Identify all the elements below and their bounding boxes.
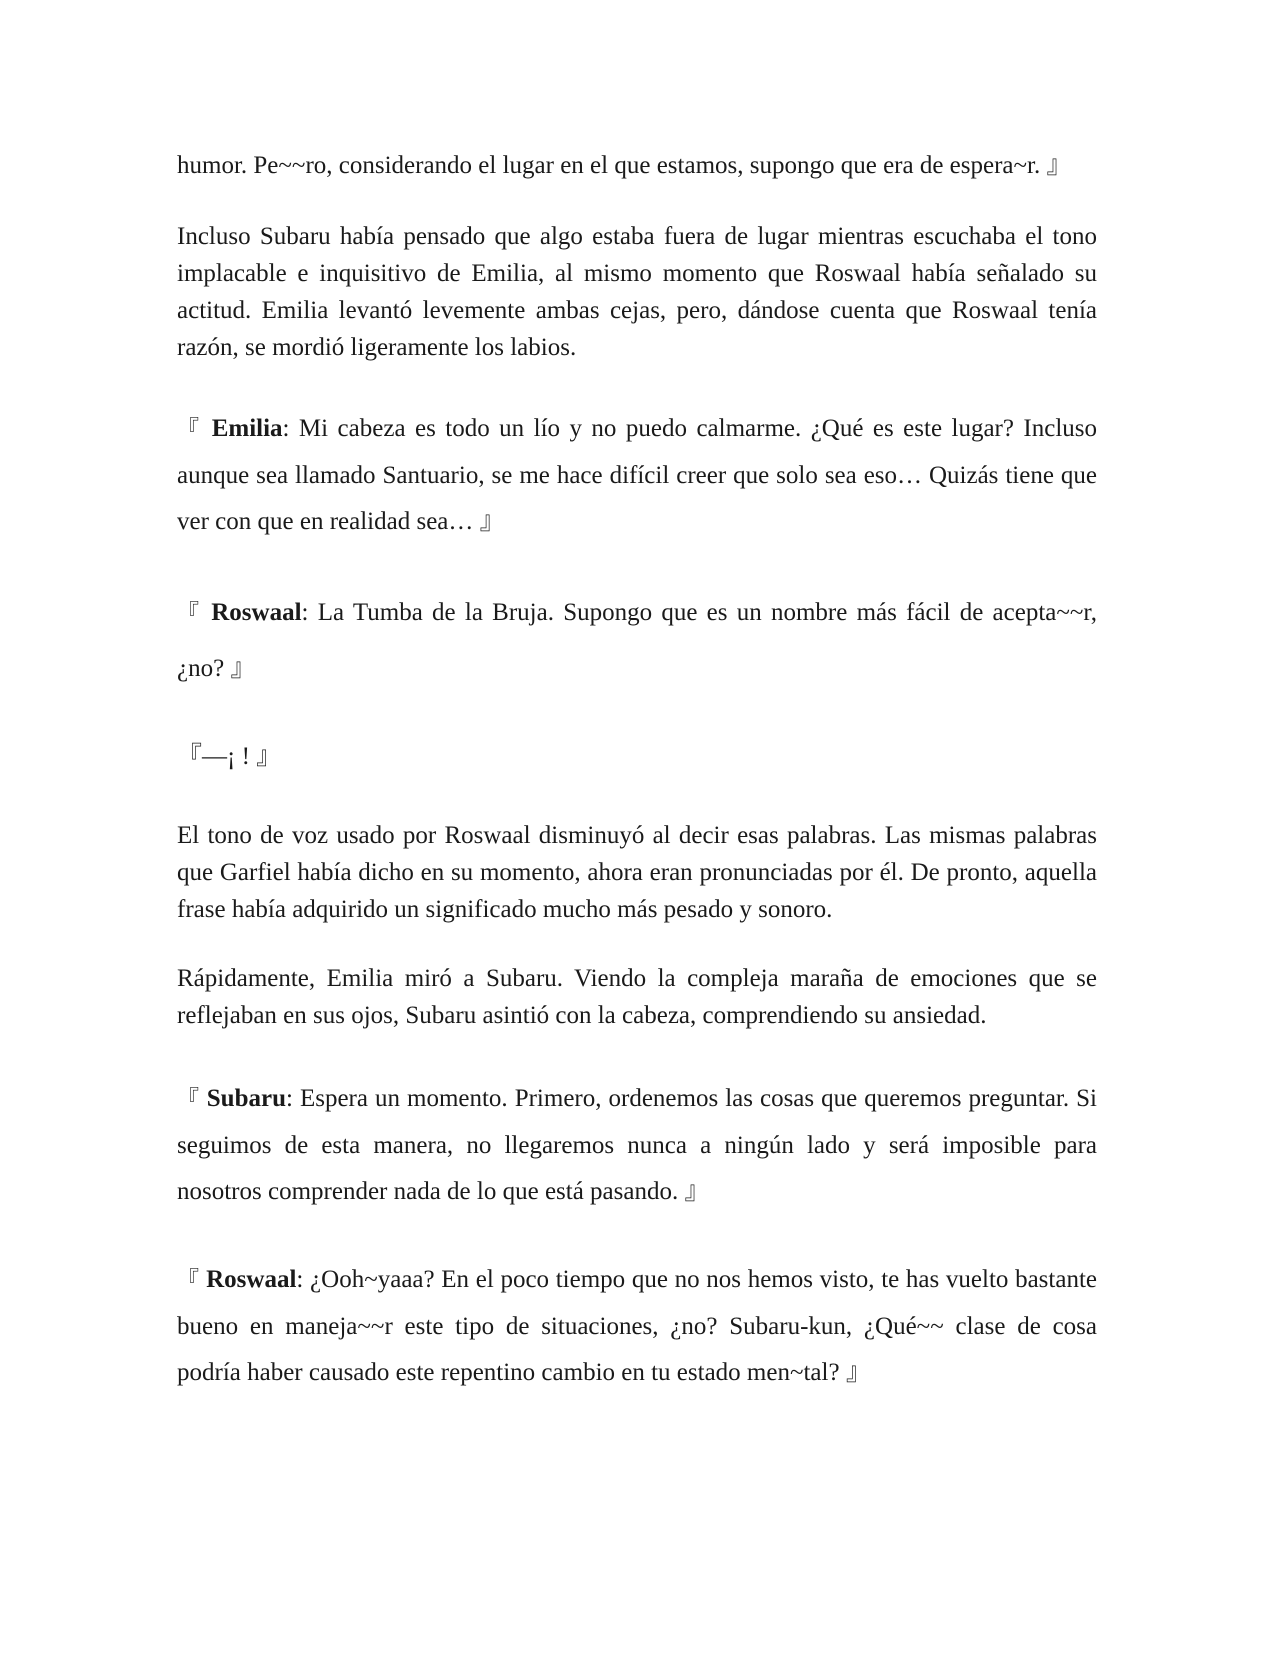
- open-bracket: 『: [177, 1268, 200, 1293]
- paragraph-narration: Rápidamente, Emilia miró a Subaru. Viendo la compleja maraña de emociones que se reflejaban en sus ojos, Subaru asintió con la cabeza, comprendiendo su ansiedad.: [177, 965, 1097, 1029]
- speaker-name: Subaru: [206, 1085, 286, 1112]
- dialogue-subaru: [177, 1076, 1097, 1215]
- speaker-name: Emilia: [211, 415, 283, 442]
- speaker-name: Roswaal: [211, 599, 302, 626]
- dialogue-exclamation: 『—¡ ! 』: [177, 743, 282, 770]
- paragraph-narration: El tono de voz usado por Roswaal disminuyó al decir esas palabras. Las mismas palabras que Garfiel había dicho en su momento, ahora eran pronunciadas por él. De pronto, aquella frase había adquirido un significado mucho más pesado y sonoro.: [177, 822, 1097, 923]
- dialogue-text: : Mi cabeza es todo un lío y no puedo calmarme. ¿Qué es este lugar? Incluso aunque sea llamado Santuario, se me hace difícil creer que solo sea eso… Quizás tiene que ver con que en realidad sea… 』: [177, 415, 1098, 535]
- open-bracket: 『: [177, 417, 203, 442]
- dialogue-roswaal: [177, 585, 1097, 696]
- dialogue-text: : ¿Ooh~yaaa? En el poco tiempo que no nos hemos visto, te has vuelto bastante bueno en maneja~~r este tipo de situaciones, ¿no? Subaru-kun, ¿Qué~~ clase de cosa podría haber causado este repentino cambio en tu estado men~tal? 』: [177, 1266, 1097, 1386]
- paragraph-narration: Incluso Subaru había pensado que algo estaba fuera de lugar mientras escuchaba el tono implacable e inquisitivo de Emilia, al mismo momento que Roswaal había señalado su actitud. Emilia levantó levemente ambas cejas, pero, dándose cuenta que Roswaal tenía razón, se mordió ligeramente los labios.: [177, 223, 1097, 361]
- dialogue-text: : Espera un momento. Primero, ordenemos las cosas que queremos preguntar. Si seguimos de esta manera, no llegaremos nunca a ningún lado y será imposible para nosotros comprender nada de lo que está pasando. 』: [177, 1085, 1097, 1205]
- dialogue-emilia: [177, 406, 1097, 545]
- document-page: [177, 143, 1097, 1396]
- open-bracket: 『: [177, 601, 202, 626]
- open-bracket: 『: [177, 1087, 200, 1112]
- speaker-name: Roswaal: [206, 1266, 297, 1293]
- paragraph-narration: humor. Pe~~ro, considerando el lugar en el que estamos, supongo que era de espera~r. 』: [177, 152, 1072, 179]
- dialogue-roswaal: [177, 1257, 1097, 1396]
- dialogue-text: : La Tumba de la Bruja. Supongo que es un nombre más fácil de acepta~~r, ¿no? 』: [177, 599, 1098, 682]
